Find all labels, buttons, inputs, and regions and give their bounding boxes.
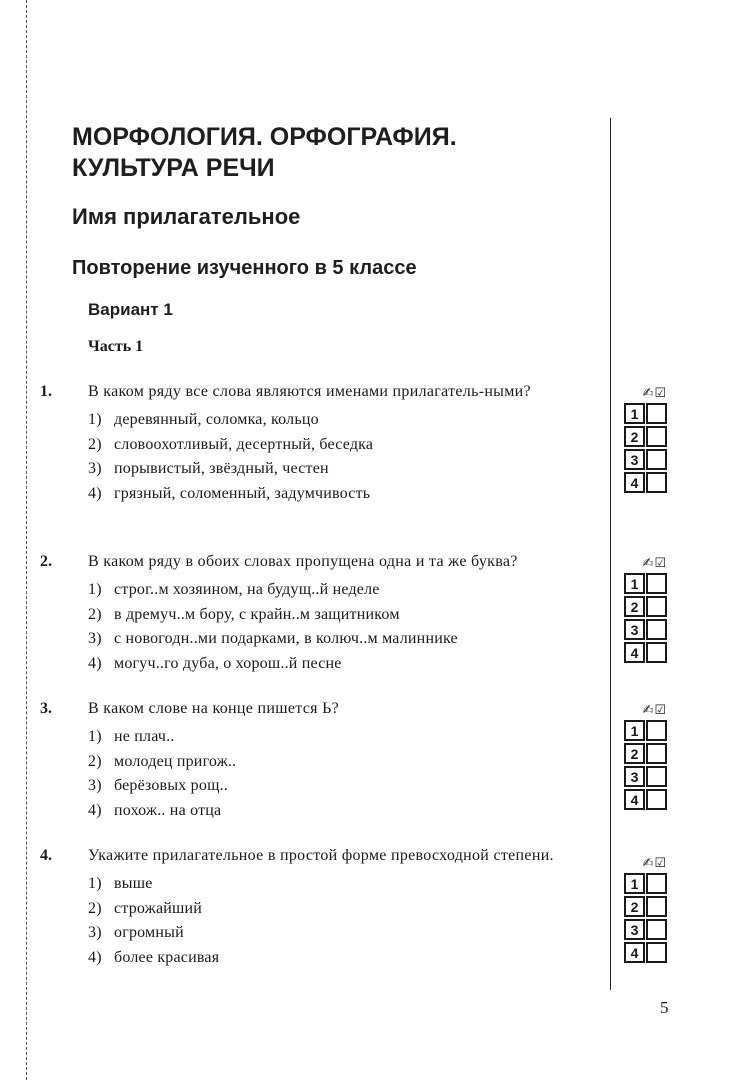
- page-number: 5: [660, 998, 669, 1017]
- options-list: [88, 725, 605, 823]
- pencil-icon: ✍: [642, 856, 654, 871]
- variant-label: Вариант 1: [88, 300, 173, 319]
- options-list: [88, 408, 605, 506]
- answer-box[interactable]: [646, 573, 667, 594]
- answer-row: [624, 895, 668, 918]
- question-number: 3.: [40, 700, 52, 717]
- answer-label: 1: [624, 573, 645, 594]
- option-3: 3) с новогодн..ми подарками, в колюч..м малиннике: [88, 630, 458, 648]
- answer-box[interactable]: [646, 720, 667, 741]
- options-list: [88, 872, 605, 970]
- option-1: 1) не плач..: [88, 728, 175, 745]
- option-2: 2) строжайший: [88, 899, 203, 917]
- answer-box[interactable]: [646, 472, 667, 493]
- answer-row: [624, 595, 668, 618]
- margin-rule: [610, 118, 611, 990]
- question-2: [40, 550, 605, 676]
- answer-label: 3: [624, 919, 645, 940]
- option-3: 3) огромный: [88, 924, 184, 942]
- answer-grid-2: [624, 556, 668, 664]
- answer-label: 4: [624, 789, 645, 810]
- question-3: [40, 697, 605, 823]
- question-number: 2.: [40, 553, 52, 570]
- option-4: 4) грязный, соломенный, задумчивость: [88, 484, 371, 502]
- answer-box[interactable]: [646, 873, 667, 894]
- chapter-title: [72, 122, 457, 184]
- answer-label: 4: [624, 472, 645, 493]
- question-1: [40, 380, 605, 506]
- answer-row: [624, 471, 668, 494]
- answer-label: 2: [624, 743, 645, 764]
- answer-box[interactable]: [646, 766, 667, 787]
- answer-label: 3: [624, 619, 645, 640]
- answer-row: [624, 572, 668, 595]
- option-3: 3) порывистый, звёздный, честен: [88, 460, 329, 478]
- answer-grid-1: [624, 386, 668, 494]
- option-3: 3) берёзовых рощ..: [88, 777, 228, 795]
- question-number: 1.: [40, 383, 52, 400]
- part-label: Часть 1: [88, 338, 144, 355]
- question-text: В каком ряду все слова являются именами прилагатель-ными?: [88, 383, 531, 400]
- answer-label: 3: [624, 766, 645, 787]
- answer-grid-3: [624, 703, 668, 811]
- answer-row: [624, 402, 668, 425]
- option-4: 4) похож.. на отца: [88, 801, 222, 819]
- answer-label: 2: [624, 596, 645, 617]
- checkbox-icon: ☑: [654, 856, 666, 871]
- subsection-title: Повторение изученного в 5 классе: [72, 257, 417, 279]
- answer-box[interactable]: [646, 789, 667, 810]
- options-list: [88, 578, 605, 676]
- option-4: 4) могуч..го дуба, о хорош..й песне: [88, 654, 342, 672]
- question-text: Укажите прилагательное в простой форме превосходной степени.: [88, 847, 554, 864]
- option-1: 1) деревянный, соломка, кольцо: [88, 411, 319, 428]
- answer-label: 3: [624, 449, 645, 470]
- checkbox-icon: ☑: [654, 556, 666, 571]
- answer-row: [624, 872, 668, 895]
- chapter-title-line2: КУЛЬТУРА РЕЧИ: [72, 154, 275, 182]
- option-2: 2) словоохотливый, десертный, беседка: [88, 435, 374, 453]
- answer-row: [624, 618, 668, 641]
- question-4: [40, 844, 605, 970]
- answer-row: [624, 448, 668, 471]
- cut-line: [26, 0, 27, 1080]
- answer-row: [624, 641, 668, 664]
- option-2: 2) в дремуч..м бору, с крайн..м защитником: [88, 605, 400, 623]
- question-text: В каком ряду в обоих словах пропущена одна и та же буква?: [88, 553, 518, 570]
- answer-box[interactable]: [646, 619, 667, 640]
- pencil-icon: ✍: [642, 386, 654, 401]
- answer-label: 4: [624, 942, 645, 963]
- answer-box[interactable]: [646, 942, 667, 963]
- answer-row: [624, 425, 668, 448]
- answer-label: 4: [624, 642, 645, 663]
- answer-box[interactable]: [646, 642, 667, 663]
- answer-row: [624, 788, 668, 811]
- answer-row: [624, 742, 668, 765]
- answer-label: 1: [624, 873, 645, 894]
- answer-label: 2: [624, 896, 645, 917]
- answer-box[interactable]: [646, 449, 667, 470]
- answer-box[interactable]: [646, 919, 667, 940]
- checkbox-icon: ☑: [654, 703, 666, 718]
- answer-box[interactable]: [646, 743, 667, 764]
- answer-row: [624, 941, 668, 964]
- answer-box[interactable]: [646, 596, 667, 617]
- answer-box[interactable]: [646, 896, 667, 917]
- option-1: 1) выше: [88, 875, 153, 892]
- answer-row: [624, 918, 668, 941]
- answer-label: 2: [624, 426, 645, 447]
- option-4: 4) более красивая: [88, 948, 220, 966]
- question-number: 4.: [40, 847, 52, 864]
- option-1: 1) строг..м хозяином, на будущ..й неделе: [88, 581, 380, 598]
- answer-label: 1: [624, 720, 645, 741]
- chapter-title-line1: МОРФОЛОГИЯ. ОРФОГРАФИЯ.: [72, 123, 457, 151]
- answer-box[interactable]: [646, 403, 667, 424]
- checkbox-icon: ☑: [654, 386, 666, 401]
- answer-label: 1: [624, 403, 645, 424]
- pencil-icon: ✍: [642, 703, 654, 718]
- option-2: 2) молодец пригож..: [88, 752, 237, 770]
- answer-box[interactable]: [646, 426, 667, 447]
- pencil-icon: ✍: [642, 556, 654, 571]
- answer-row: [624, 765, 668, 788]
- answer-row: [624, 719, 668, 742]
- question-text: В каком слове на конце пишется Ь?: [88, 700, 339, 717]
- answer-grid-4: [624, 856, 668, 964]
- section-title: Имя прилагательное: [72, 204, 301, 229]
